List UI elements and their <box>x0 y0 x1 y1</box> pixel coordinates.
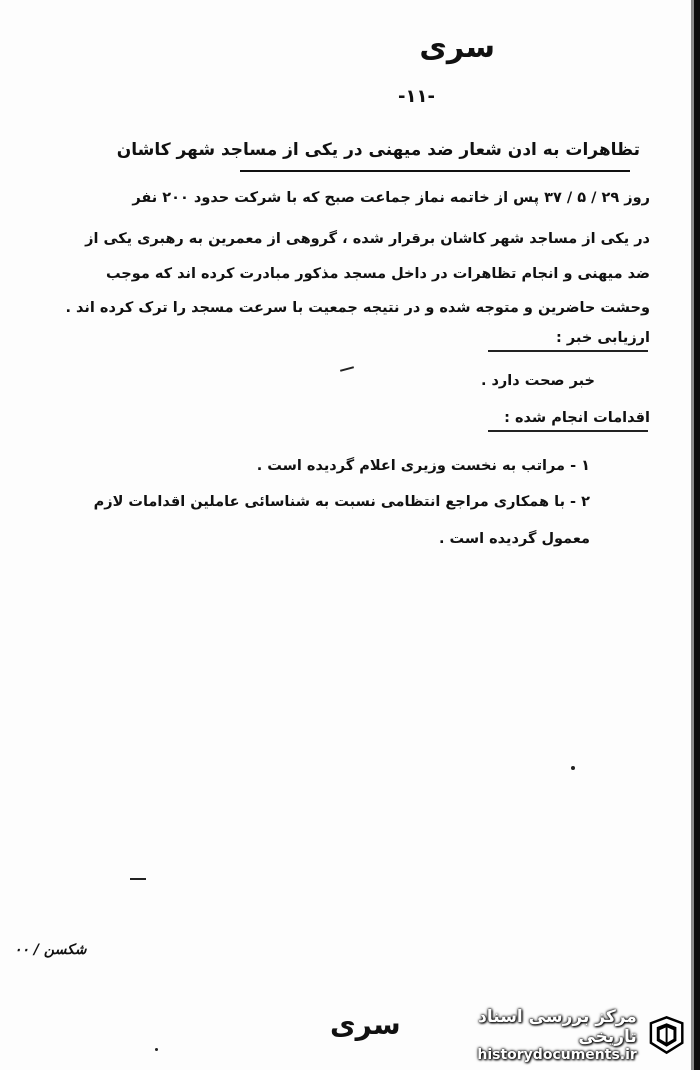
action-item-continued: معمول گردیده است . <box>438 531 590 547</box>
watermark-name: مرکز بررسی اسناد تاریخی <box>478 1007 637 1047</box>
document-title: تظاهرات به ادن شعار ضد میهنی در یکی از مساجد شهر کاشان <box>116 140 640 160</box>
ink-dot <box>155 1048 158 1051</box>
actions-heading-underline <box>488 430 648 432</box>
evaluation-heading-underline <box>488 350 648 352</box>
watermark-text <box>418 1007 637 1063</box>
classification-label-top: سری <box>419 30 495 65</box>
action-item: ۲ - با همکاری مراجع انتظامی نسبت به شناسائی عاملین اقدامات لازم <box>93 494 590 510</box>
scan-edge <box>694 0 700 1070</box>
pen-mark <box>340 366 354 372</box>
evaluation-text: خبر صحت دارد . <box>480 373 595 389</box>
evaluation-heading: ارزیابی خبر : <box>556 330 650 346</box>
actions-heading: اقدامات انجام شده : <box>504 410 650 426</box>
title-underline <box>240 170 630 172</box>
watermark-url: historydocuments.ir <box>477 1047 637 1063</box>
pen-mark <box>130 878 146 880</box>
body-line: در یکی از مساجد شهر کاشان برقرار شده ، گروهی از معمرین به رهبری یکی از <box>85 231 650 247</box>
body-line: ضد میهنی و انجام تظاهرات در داخل مسجد مذکور مبادرت کرده اند که موجب <box>105 266 650 282</box>
book-emblem-icon <box>645 1013 688 1057</box>
archive-watermark <box>418 1008 688 1062</box>
ink-dot <box>571 766 575 770</box>
signature-code: شکسن / ۰۰ <box>14 942 87 958</box>
action-item: ۱ - مراتب به نخست وزیری اعلام گردیده است . <box>256 458 590 474</box>
body-line: وحشت حاضرین و متوجه شده و در نتیجه جمعیت با سرعت مسجد را ترک کرده اند . <box>65 300 650 316</box>
body-line: روز ۲۹ / ۵ / ۳۷ پس از خاتمه نماز جماعت صبح که با شرکت حدود ۲۰۰ نفر <box>132 190 650 206</box>
page-number: -۱۱- <box>398 86 435 107</box>
classification-label-bottom: سری <box>330 1008 401 1041</box>
